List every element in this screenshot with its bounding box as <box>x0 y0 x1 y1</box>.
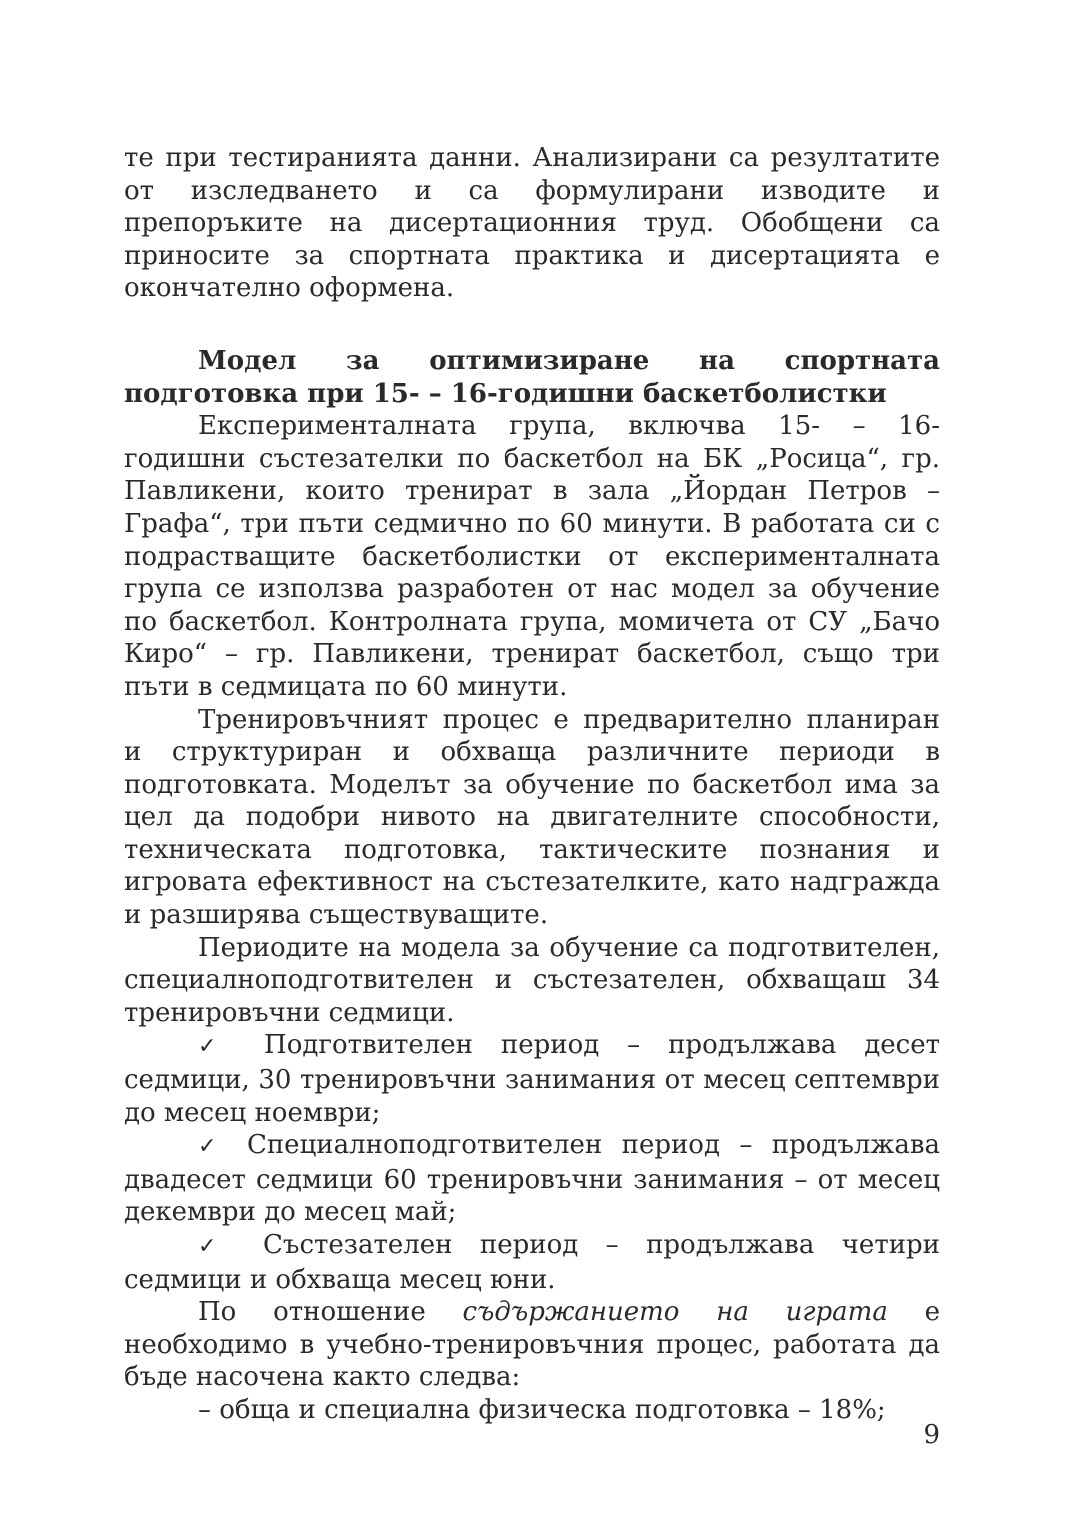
paragraph-periods: Периодите на модела за обучение са подготвителен, специалноподготвителен и състезателен, обхващаш 34 тренировъчни седмици. <box>124 932 940 1028</box>
list-item <box>124 1129 940 1229</box>
paragraph-experimental-group: Експерименталната група, включва 15- – 16-годишни състезателки по баскетбол на БК „Росица“, гр. Павликени, които тренират в зала „Йордан Петров – Графа“, три пъти седмично по 60 минути. В работата си с подрастващите баскетболистки от експерименталната група се използва разработен от нас модел за обучение по баскетбол. Контролната група, момичета от СУ „Бачо Киро“ – гр. Павликени, тренират баскетбол, също три пъти в седмицата по 60 минути. <box>124 411 940 702</box>
body-text <box>124 142 940 1427</box>
list-item-text: Състезателен период – продължава четири седмици и обхваща месец юни. <box>124 1230 941 1295</box>
list-item <box>124 1229 940 1296</box>
paragraph-continuation: те при тестиранията данни. Анализирани са резултатите от изследването и са формулирани изводите и препоръките на дисертационния труд. Обобщени са приносите за спортната практика и дисертацията е окончателно оформена. <box>124 143 940 304</box>
paragraph-game-content <box>124 1296 940 1394</box>
paragraph-text-start: По отношение <box>198 1297 463 1328</box>
list-item-text: Специалноподготвителен период – продължава двадесет седмици 60 тренировъчни занимания – от месец декември до месец май; <box>124 1130 940 1228</box>
italic-phrase: съдържанието на играта <box>462 1297 888 1328</box>
section-heading: Модел за оптимизиране на спортната подготовка при 15- – 16-годишни баскетболистки <box>124 345 940 409</box>
paragraph-training-process: Тренировъчният процес е предварително планиран и структуриран и обхваща различните периоди в подготовката. Моделът за обучение по баскетбол има за цел да подобри нивото на двигателните способности, техническата подготовка, тактическите познания и игровата ефективност на състезателките, като надгражда и разширява съществуващите. <box>124 704 940 931</box>
checkmark-icon: ✓ <box>198 1234 236 1259</box>
list-item-text: обща и специална физическа подготовка – 18%; <box>219 1394 886 1425</box>
checkmark-icon: ✓ <box>198 1034 237 1060</box>
checkmark-icon: ✓ <box>198 1134 228 1160</box>
page-number: 9 <box>923 1420 940 1450</box>
list-item <box>124 1029 940 1129</box>
dash-bullet-icon: – <box>198 1394 211 1425</box>
list-item <box>124 1394 940 1427</box>
list-item-text: Подготвителен период – продължава десет седмици, 30 тренировъчни занимания от месец септември до месец ноември; <box>124 1030 940 1128</box>
paragraph-text-end: е необходимо в учебно-тренировъчния процес, работата да бъде насочена както следва: <box>124 1297 940 1393</box>
